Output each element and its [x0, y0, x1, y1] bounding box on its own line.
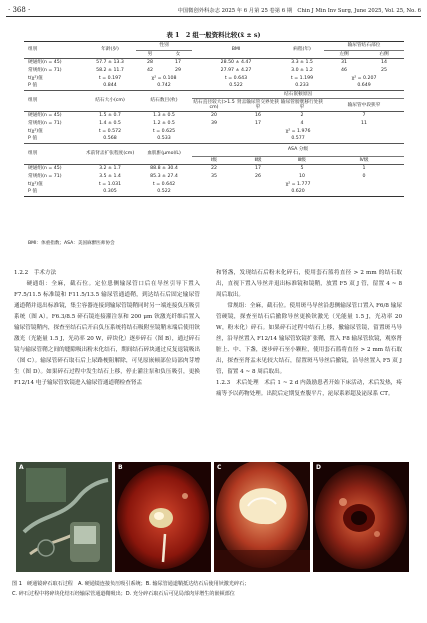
- section-heading: 1.2.2 手术方法: [14, 270, 57, 276]
- page-number: · 368 ·: [8, 6, 31, 14]
- cell-grade3: 10: [299, 173, 305, 179]
- cell-hydronephrosis: 3.5 ± 1.4: [99, 173, 121, 179]
- cell-group: 硬通组(n = 45): [24, 59, 84, 67]
- cell-stat: t = 1.199: [290, 75, 314, 81]
- cell-grade2: 17: [236, 165, 280, 173]
- cell-stat: χ² = 1.976: [285, 128, 311, 134]
- table-header-row: [24, 90, 404, 99]
- header-grade4: Ⅳ级: [359, 157, 369, 163]
- header-group: 组别: [24, 143, 84, 165]
- body-right-column: [216, 268, 402, 400]
- header-rule: [6, 16, 421, 17]
- header-female: 女: [175, 51, 181, 57]
- table-stat-row: [24, 74, 404, 82]
- header-right: 右侧: [379, 51, 389, 57]
- header-size: 结石大小(cm): [84, 90, 136, 112]
- cell-female: 29: [175, 67, 181, 73]
- cell-stat: t = 0.643: [224, 75, 248, 81]
- figure-a-photo: [16, 462, 112, 572]
- cell-group: 常规组(n = 71): [28, 173, 62, 179]
- header-male: 男: [147, 51, 153, 57]
- cell-cause1: 20: [192, 112, 236, 120]
- caption-line: 图 1 硬通镜碎石取石过程 A. 硬通镜连接负压吸引系统；B. 输尿管通道鞘抵达结石后使用钬激光碎石；: [12, 581, 250, 587]
- header-cause: 结石嵌顿原因: [192, 90, 404, 99]
- header-cause2: 肾盂输尿管交界处狭窄: [236, 99, 280, 111]
- cell-creatinine: 85.3 ± 27.4: [150, 173, 178, 179]
- cell-grade4: 1: [324, 165, 404, 173]
- body-paragraph: 常规组：全麻，截石位。使用斑马导丝沿患侧输尿管口置入 F6/8 输尿管硬镜，探查至结石后撤除导丝更换钬激光（光能量 1.5 J，光功率 20 W，粉末化）碎石。如果碎石过程中结石上移，撤输尿管镜，留置斑马导丝，沿导丝置入 F12/14 输尿管软镜扩张鞘，置入 F8 输尿管软镜，观察肾脏上、中、下盏，逐步碎石至小颗粒，使用套石篮将直径 > 2 mm 结石取出，探查至肾盂未见较大结石，留置斑马导丝后撤镜，沿导丝置入 F5 双 J 管，留置 4 ~ 8 周后取出。: [216, 303, 402, 375]
- header-grade2: Ⅱ级: [254, 157, 262, 163]
- table-p-row: [24, 82, 404, 90]
- figure-label: A: [19, 464, 24, 471]
- header-group: 组别: [24, 42, 84, 59]
- cell-cause2: 16: [236, 112, 280, 120]
- cell-grade3: 5: [280, 165, 324, 173]
- table-row: [24, 165, 404, 173]
- table-row: [24, 112, 404, 120]
- section-heading: 1.2.3 术后处理 术后 1 ~ 2 d 内鼓励患者开始下床活动，术后发热，疼痛等予以药物处理。出院后定期复查腹平片，泌尿系彩超及泌尿系 CT。: [216, 380, 402, 397]
- caption-line: C. 碎石过程中将碎块化结石经输尿管通道鞘吸出；D. 充分碎石取石后可见局部肉芽增生的嵌顿部位: [12, 590, 235, 597]
- cell-right: 14: [364, 59, 404, 67]
- header-age: 年龄(岁): [84, 42, 136, 59]
- cell-stat: t = 0.197: [98, 75, 122, 81]
- cell-age: 58.2 ± 11.7: [96, 67, 124, 73]
- cell-p: 0.742: [157, 83, 171, 89]
- cell-group: 硬通组(n = 45): [24, 112, 84, 120]
- journal-header: 中国微创外科杂志 2025 年 6 月第 25 卷第 6 期 Chin J Min Inv Surg, June 2025, Vol. 25, No. 6: [177, 8, 421, 14]
- cell-stat-label: t(χ²)值: [28, 128, 43, 134]
- cell-grade2: 26: [255, 173, 261, 179]
- figure-c-photo: [214, 462, 310, 572]
- cell-size: 1.5 ± 0.7: [84, 112, 136, 120]
- cell-count: 1.3 ± 0.5: [136, 112, 192, 120]
- general-data-table: [24, 41, 404, 197]
- header-cause4: 输尿管中段狭窄: [347, 102, 381, 108]
- header-side: 输尿管结石部位: [324, 42, 404, 51]
- header-cause3: 输尿管膀胱移行处狭窄: [280, 99, 324, 111]
- cell-stat-label: t(χ²)值: [28, 181, 43, 187]
- table-header-row: [24, 143, 404, 156]
- cell-bmi: 27.97 ± 4.27: [220, 67, 252, 73]
- cell-p: 0.620: [192, 188, 404, 196]
- body-left-column: [14, 268, 200, 389]
- cell-stat: t = 0.625: [152, 128, 176, 134]
- cell-cause4: 7: [324, 112, 404, 120]
- cell-grade1: 22: [192, 165, 236, 173]
- cell-p: 0.577: [291, 136, 305, 142]
- cell-p-label: P 值: [28, 83, 38, 89]
- figure-d-photo: [313, 462, 409, 572]
- body-paragraph: 硬通组：全麻，截石位。定位患侧输尿管口后在导丝引导下置入 F7.5/11.5 标准镜和 F11.5/13.5 输尿管通道鞘，到达结石后固定输尿管通道鞘并退出标准镜，集尘容器连接到输尿管镜鞘同时另一端连接负压吸引系统（图 A）。F6.3/8.5 碎石镜连接灌注泵和 200 μm 钬激光纤维后置入输尿管镜鞘内，探查至结石后开启负压系统将结石吸附至镜鞘末端后使用钬激光（光能量 1.5 J，光功率 20 W，碎块化）逐步碎石（图 B），通过碎石镜与输尿管鞘之间的缝隙吸出粉末化结石，期间结石碎块通过反复退镜吸出（图 C）。输尿管碎石取石后上尿路梗阻解除，可见原嵌顿部位局部肉芽增生（图 D）。如果碎石过程中发生结石上移，停止灌注泵和负压吸引，更换 F12/14 电子输尿管软镜进入输尿管通道鞘检查肾盂: [14, 281, 200, 386]
- cell-cause1: 39: [211, 120, 217, 126]
- cell-stat-label: t(χ²)值: [28, 75, 43, 81]
- table-header-row: [24, 42, 404, 51]
- table-row: [24, 59, 404, 67]
- cell-stat: t = 0.642: [152, 181, 176, 187]
- cell-cause3: 2: [280, 112, 324, 120]
- cell-stat: χ² = 1.777: [285, 181, 311, 187]
- table-row: [24, 173, 404, 181]
- cell-stat: t = 0.572: [98, 128, 122, 134]
- table-row: [24, 120, 404, 128]
- cell-p: 0.649: [357, 83, 371, 89]
- table-stat-row: [24, 180, 404, 188]
- figure-caption: [12, 580, 416, 599]
- cell-count: 1.2 ± 0.5: [153, 120, 175, 126]
- figure-label: B: [118, 464, 123, 471]
- cell-group: 常规组(n = 71): [28, 120, 62, 126]
- cell-male: 42: [147, 67, 153, 73]
- body-paragraph: 和肾盏，发现结石后粉末化碎石，使用套石篮将直径 > 2 mm 的结石取出，直视下置入导丝并退出标准镜和镜鞘，放置 F5 双 J 管，留置 4 ~ 8 周后取出。: [216, 270, 402, 298]
- cell-age: 57.7 ± 13.3: [84, 59, 136, 67]
- cell-course: 3.0 ± 1.2: [291, 67, 313, 73]
- endoscopy-suction-photo: [214, 462, 310, 572]
- cell-p: 0.844: [103, 83, 117, 89]
- cell-p: 0.568: [103, 136, 117, 142]
- table-p-row: [24, 135, 404, 143]
- figure-b-photo: [115, 462, 211, 572]
- cell-creatinine: 88.8 ± 30.4: [136, 165, 192, 173]
- table-footnote: BMI：体重指数；ASA：美国麻醉医师协会: [28, 241, 115, 246]
- cell-male: 28: [136, 59, 164, 67]
- table-stat-row: [24, 127, 404, 135]
- cell-cause3: 4: [300, 120, 304, 126]
- equipment-photo: [16, 462, 112, 572]
- table-p-row: [24, 188, 404, 196]
- header-count: 结石数目(枚): [136, 90, 192, 112]
- cell-p: 0.522: [229, 83, 243, 89]
- cell-stat: χ² = 0.207: [351, 75, 377, 81]
- endoscopy-granulation-photo: [313, 462, 409, 572]
- cell-size: 1.4 ± 0.5: [99, 120, 121, 126]
- cell-cause2: 17: [255, 120, 261, 126]
- header-bmi: BMI: [192, 42, 280, 59]
- cell-right: 25: [381, 67, 387, 73]
- table-title: 表 1 2 组一般资料比较(x̄ ± s): [166, 31, 261, 39]
- cell-p: 0.233: [295, 83, 309, 89]
- header-grade1: Ⅰ级: [210, 157, 218, 163]
- table-row: [24, 67, 404, 75]
- header-sex: 性别: [136, 42, 192, 51]
- cell-p: 0.305: [84, 188, 136, 196]
- header-left: 左侧: [339, 51, 349, 57]
- figure-label: C: [217, 464, 222, 471]
- cell-cause4: 11: [361, 120, 367, 126]
- cell-p: 0.522: [136, 188, 192, 196]
- cell-group: 常规组(n = 71): [28, 67, 62, 73]
- cell-female: 17: [164, 59, 192, 67]
- cell-grade1: 35: [211, 173, 217, 179]
- cell-hydronephrosis: 3.2 ± 1.7: [84, 165, 136, 173]
- cell-left: 31: [324, 59, 364, 67]
- header-course: 病程(年): [280, 42, 324, 59]
- cell-p: 0.533: [157, 136, 171, 142]
- cell-p-label: P 值: [28, 136, 38, 142]
- header-group: 组别: [24, 90, 84, 112]
- endoscopy-laser-photo: [115, 462, 211, 572]
- cell-bmi: 28.50 ± 4.47: [192, 59, 280, 67]
- cell-stat: χ² = 0.108: [151, 75, 177, 81]
- figure-label: D: [316, 464, 321, 471]
- header-creatinine: 血肌酐(μmol/L): [136, 143, 192, 165]
- header-hydronephrosis: 术前肾盂扩张程度(cm): [84, 143, 136, 165]
- header-grade3: Ⅲ级: [298, 157, 306, 163]
- cell-grade4: 0: [362, 173, 366, 179]
- cell-left: 46: [341, 67, 347, 73]
- cell-p-label: P 值: [24, 188, 84, 196]
- header-asa: ASA 分级: [192, 143, 404, 156]
- cell-stat: t = 1.031: [98, 181, 122, 187]
- cell-group: 硬通组(n = 45): [24, 165, 84, 173]
- cell-course: 3.3 ± 1.5: [280, 59, 324, 67]
- header-cause1: 结石直径较大(>1.5 cm): [193, 99, 235, 111]
